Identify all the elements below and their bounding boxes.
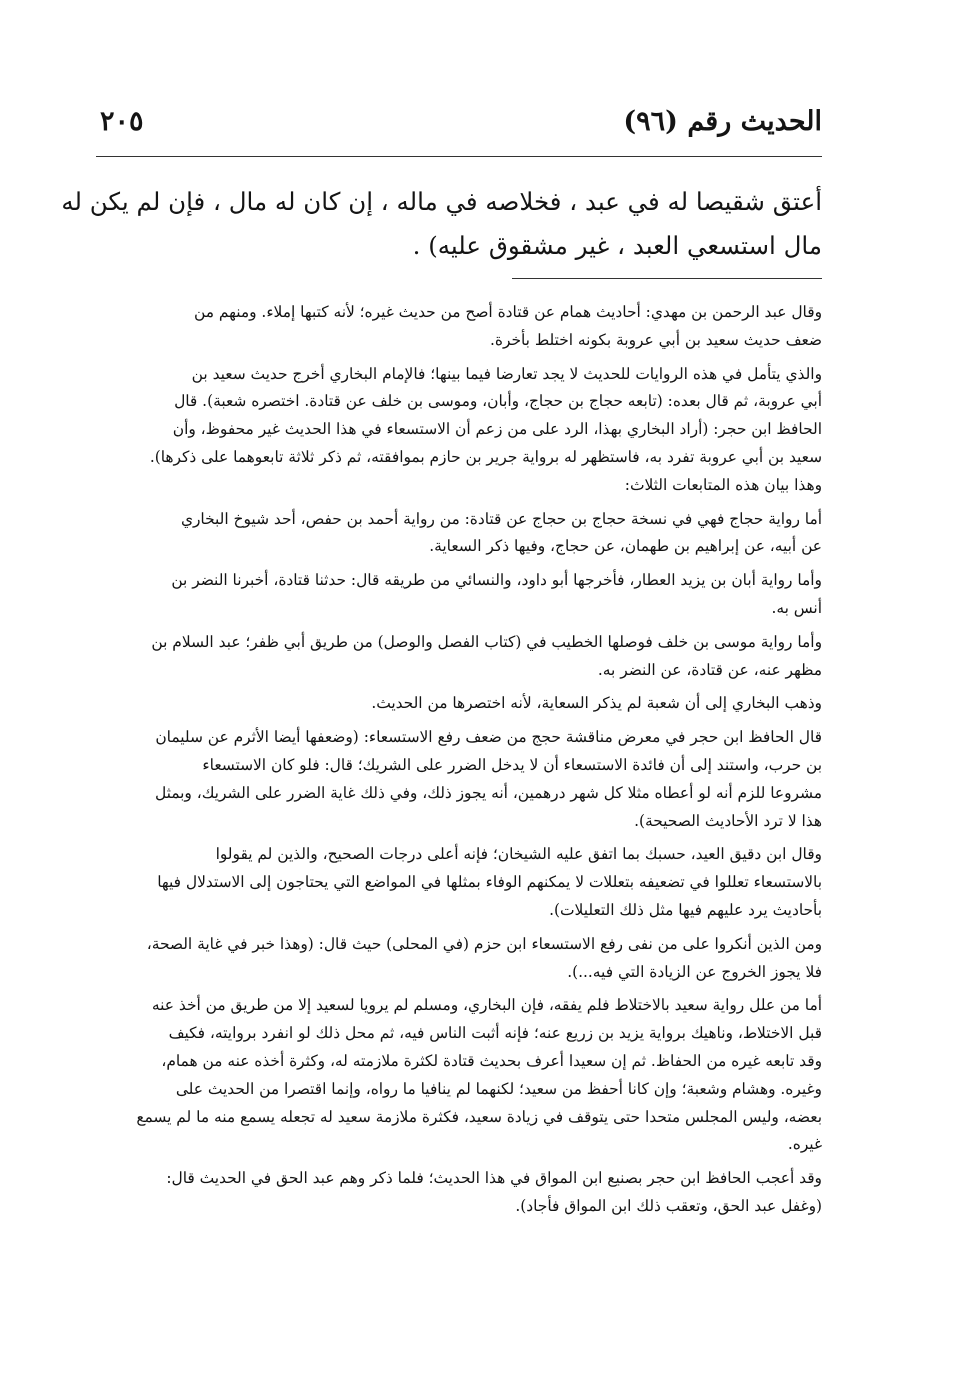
paragraph [96, 361, 822, 500]
text-line: ومن الذين أنكروا على من نفى رفع الاستسعاء ابن حزم (في المحلى) حيث قال: (وهذا خبر في غاية الصحة، [146, 934, 822, 953]
text-line: الحافظ ابن حجر: (أراد البخاري بهذا، الرد على من زعم أن الاستسعاء في هذا الحديث غير محفوظ، وأن [172, 420, 822, 439]
text-line: بالاستسعاء تعللوا في تضعيفه بتعللات لا يمكنهم الوفاء بمثلها في المواضع التي يحتاجون إلى الاستدلال فيها [157, 873, 822, 892]
text-line: مشروعا للزم أنه لو أعطاه مثلا كل شهر درهمين، أنه يجوز ذلك، وفي ذلك غاية الضرر على الشريك، وبمثل [154, 783, 822, 802]
paragraph [96, 1165, 822, 1221]
paragraph [96, 690, 822, 718]
paragraph [96, 931, 822, 987]
text-line: بعضه، وليس المجلس متحدا حتى يتوقف في زيادة سعيد، فكثرة ملازمة سعيد له تجعله يسمع منه ما لم يسمع [136, 1107, 822, 1126]
text-line: وقال ابن دقيق العيد، حسبك بما اتفق عليه الشيخان؛ فإنه أعلى درجات الصحيح، والذين لم يقولوا [215, 845, 822, 864]
text-line: غيره. [787, 1135, 822, 1154]
text-line: قبل الاختلاط، وناهيك برواية يزيد بن زريع عنه؛ فإنه أثبت الناس فيه، ثم محل ذلك لو انفرد بروايته، فكيف [168, 1024, 822, 1043]
header-divider [96, 156, 822, 157]
hadith-line: أعتق شقيصا له في عبد ، فخلاصه في ماله ، إن كان له مال ، فإن لم يكن له [61, 187, 822, 216]
paragraph [96, 724, 822, 835]
text-line: (وغفل عبد الحق، وتعقب ذلك ابن المواق فأجاد). [515, 1196, 822, 1215]
hadith-text [61, 180, 822, 268]
text-line: وغيره. وهشام وشعبة؛ وإن كانا أحفظ من سعيد؛ لكنهما لم ينافيا ما رواه، وإنما اقتصرا من الحديث على [175, 1079, 822, 1098]
text-line: عن أبيه، عن إبراهيم بن طهمان، عن حجاج، وفيها ذكر السعاية. [429, 537, 822, 556]
hadith-line: مال استسعي العبد ، غير مشقوق عليه) . [412, 231, 822, 260]
text-line: أبي عروبة، ثم قال بعده: (تابعه حجاج بن حجاج، وأبان، وموسى بن خلف عن قتادة. اختصره شعبة). قال [174, 392, 822, 411]
paragraph [96, 506, 822, 562]
chapter-title: الحديث رقم (٩٦) [623, 106, 822, 137]
text-line: بأحاديث يرد عليهم فيها مثل ذلك التعليلات). [549, 900, 822, 919]
text-divider [512, 278, 822, 279]
book-page [61, 100, 822, 1227]
paragraph [96, 567, 822, 623]
paragraph [96, 299, 822, 355]
paragraph [96, 841, 822, 924]
text-line: هذا لا ترد الأحاديث الصحيحة). [634, 811, 822, 830]
paragraph [96, 992, 822, 1159]
text-line: وقد تابعه غيره من الحفاظ. ثم إن سعيدا أعرف بحديث قتادة لكثرة ملازمته له، وكثرة أخذه عنه من همام، [161, 1051, 822, 1070]
running-header [96, 100, 822, 156]
text-line: وأما رواية أبان بن يزيد العطار، فأخرجها أبو داود، والنسائي من طريقه قال: حدثنا قتادة، أخبرنا النضر بن [171, 571, 822, 590]
paragraph [96, 629, 822, 685]
text-line: والذي يتأمل في هذه الروايات للحديث لا يجد تعارضا فيما بينها؛ فالإمام البخاري أخرج حديث سعيد بن [191, 364, 822, 383]
text-line: وهذا بيان هذه المتابعات الثلاث: [624, 475, 822, 494]
text-line: فلا يجوز الخروج عن الزيادة التي فيه...). [567, 962, 822, 981]
text-line: أما رواية حجاج فهي في نسخة حجاج بن حجاج عن قتادة: من رواية أحمد بن حفص، أحد شيوخ البخاري [180, 509, 822, 528]
text-line: بن حرب، واستند إلى أن فائدة الاستسعاء أن لا يدخل الضرر على الشريك؛ قال: فلو كان الاستسعاء [202, 755, 822, 774]
text-line: وقال عبد الرحمن بن مهدي: أحاديث همام عن قتادة أصح من حديث غيره؛ لأنه كتبها إملاء. ومنهم من [194, 303, 822, 321]
commentary [96, 299, 822, 1221]
text-line: وقد أعجب الحافظ ابن حجر بصنيع ابن المواق في هذا الحديث؛ فلما ذكر وهم عبد الحق في الحديث قال: [166, 1169, 822, 1188]
text-line: ضعف حديث سعيد بن أبي عروبة بكونه اختلط بأخرة. [490, 330, 822, 349]
text-line: وذهب البخاري إلى أن شعبة لم يذكر السعاية، لأنه اختصرها من الحديث. [371, 694, 822, 713]
text-line: أنس به. [771, 598, 822, 617]
text-line: سعيد بن أبي عروبة تفرد به، فاستظهر له برواية جرير بن حازم بموافقته، ثم ذكر ثلاثة تابعوهما على ذكرها). [149, 447, 822, 466]
text-line: مظهر عنه، عن قتادة، عن النضر به. [597, 660, 822, 679]
text-line: قال الحافظ ابن حجر في معرض مناقشة حجج من ضعف رفع الاستسعاء: (وضعفها أيضا الأثرم عن سليمان [155, 728, 822, 747]
page-number: ٢٠٥ [100, 106, 144, 137]
text-line: أما من علل رواية سعيد بالاختلاط فلم يفقه، فإن البخاري، ومسلم لم يرويا لسعيد إلا من طريق من أخذ عنه [151, 996, 822, 1015]
text-line: وأما رواية موسى بن خلف فوصلها الخطيب في (كتاب الفصل والوصل) من طريق أبي ظفر؛ عبد السلام بن [151, 632, 822, 651]
